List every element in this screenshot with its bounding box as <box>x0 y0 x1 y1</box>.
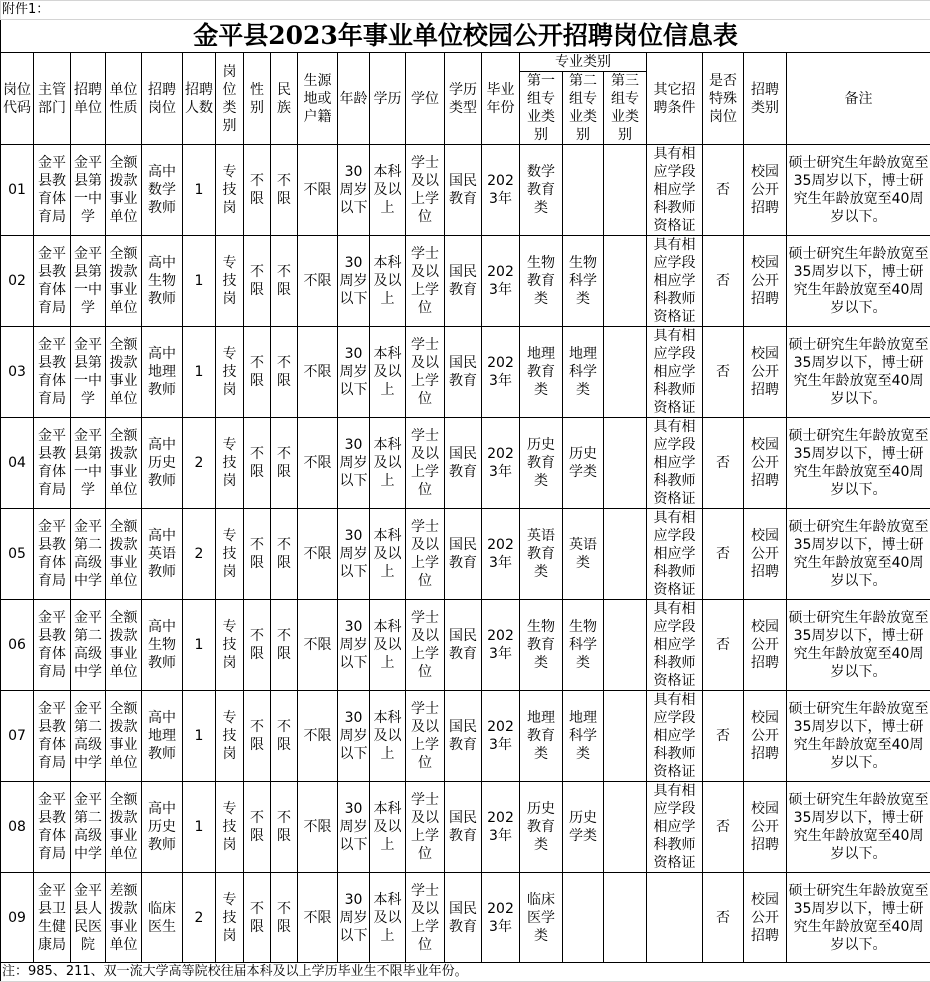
cell-dept: 金平县卫生健康局 <box>34 873 71 963</box>
cell-unit: 金平县第一中学 <box>71 418 106 509</box>
cell-education: 本科及以上 <box>370 236 406 327</box>
cell-special: 否 <box>703 782 744 873</box>
cell-major2: 历史学类 <box>563 782 604 873</box>
cell-major3 <box>604 418 647 509</box>
header-recruit-type: 招聘类别 <box>744 53 787 145</box>
cell-origin: 不限 <box>298 327 338 418</box>
cell-remark: 硕士研究生年龄放宽至35周岁以下，博士研究生年龄放宽至40周岁以下。 <box>787 236 930 327</box>
cell-origin: 不限 <box>298 236 338 327</box>
table-row <box>1 600 930 691</box>
cell-other: 具有相应学段相应学科教师资格证 <box>647 145 703 236</box>
cell-age: 30周岁以下 <box>338 782 370 873</box>
cell-special: 否 <box>703 327 744 418</box>
cell-code: 09 <box>1 873 34 963</box>
cell-major3 <box>604 691 647 782</box>
cell-major2: 英语类 <box>563 509 604 600</box>
cell-special: 否 <box>703 509 744 600</box>
cell-education: 本科及以上 <box>370 145 406 236</box>
cell-recruit-type: 校园公开招聘 <box>744 327 787 418</box>
cell-degree: 学士及以上学位 <box>406 873 445 963</box>
table-row <box>1 873 930 963</box>
cell-special: 否 <box>703 145 744 236</box>
cell-edu-type: 国民教育 <box>445 600 482 691</box>
cell-major2: 历史学类 <box>563 418 604 509</box>
cell-major3 <box>604 509 647 600</box>
cell-degree: 学士及以上学位 <box>406 600 445 691</box>
cell-major1: 地理教育类 <box>520 327 563 418</box>
cell-dept: 金平县教育体育局 <box>34 327 71 418</box>
cell-age: 30周岁以下 <box>338 145 370 236</box>
cell-major1: 地理教育类 <box>520 691 563 782</box>
cell-major3 <box>604 873 647 963</box>
cell-edu-type: 国民教育 <box>445 782 482 873</box>
cell-other: 具有相应学段相应学科教师资格证 <box>647 782 703 873</box>
cell-major3 <box>604 327 647 418</box>
cell-age: 30周岁以下 <box>338 327 370 418</box>
header-gender: 性别 <box>244 53 271 145</box>
cell-major2: 生物科学类 <box>563 236 604 327</box>
header-code: 岗位代码 <box>1 53 34 145</box>
cell-other: 具有相应学段相应学科教师资格证 <box>647 418 703 509</box>
cell-unit: 金平第二高级中学 <box>71 782 106 873</box>
cell-nature: 全额拨款事业单位 <box>106 691 142 782</box>
cell-gender: 不限 <box>244 327 271 418</box>
header-age: 年龄 <box>338 53 370 145</box>
header-origin: 生源地或户籍 <box>298 53 338 145</box>
cell-gender: 不限 <box>244 691 271 782</box>
cell-special: 否 <box>703 600 744 691</box>
cell-major1: 生物教育类 <box>520 236 563 327</box>
cell-ethnicity: 不限 <box>271 691 298 782</box>
cell-code: 02 <box>1 236 34 327</box>
header-count: 招聘人数 <box>183 53 216 145</box>
cell-nature: 全额拨款事业单位 <box>106 145 142 236</box>
cell-ethnicity: 不限 <box>271 873 298 963</box>
cell-ethnicity: 不限 <box>271 236 298 327</box>
header-ethnicity: 民族 <box>271 53 298 145</box>
cell-nature: 全额拨款事业单位 <box>106 327 142 418</box>
cell-position: 高中数学教师 <box>142 145 183 236</box>
header-degree: 学位 <box>406 53 445 145</box>
cell-dept: 金平县教育体育局 <box>34 782 71 873</box>
header-post-type: 岗位类别 <box>216 53 244 145</box>
cell-remark: 硕士研究生年龄放宽至35周岁以下，博士研究生年龄放宽至40周岁以下。 <box>787 782 930 873</box>
cell-major1: 英语教育类 <box>520 509 563 600</box>
cell-count: 1 <box>183 236 216 327</box>
attachment-label: 附件1： <box>1 1 930 20</box>
cell-position: 高中历史教师 <box>142 782 183 873</box>
cell-recruit-type: 校园公开招聘 <box>744 418 787 509</box>
cell-origin: 不限 <box>298 418 338 509</box>
cell-edu-type: 国民教育 <box>445 691 482 782</box>
cell-unit: 金平县第一中学 <box>71 145 106 236</box>
cell-recruit-type: 校园公开招聘 <box>744 600 787 691</box>
cell-dept: 金平县教育体育局 <box>34 509 71 600</box>
cell-degree: 学士及以上学位 <box>406 327 445 418</box>
header-unit: 招聘单位 <box>71 53 106 145</box>
cell-unit: 金平第二高级中学 <box>71 509 106 600</box>
cell-count: 1 <box>183 691 216 782</box>
cell-other: 具有相应学段相应学科教师资格证 <box>647 236 703 327</box>
cell-edu-type: 国民教育 <box>445 873 482 963</box>
cell-post-type: 专技岗 <box>216 145 244 236</box>
cell-education: 本科及以上 <box>370 873 406 963</box>
cell-position: 高中生物教师 <box>142 236 183 327</box>
cell-gender: 不限 <box>244 145 271 236</box>
cell-remark: 硕士研究生年龄放宽至35周岁以下，博士研究生年龄放宽至40周岁以下。 <box>787 691 930 782</box>
cell-special: 否 <box>703 691 744 782</box>
cell-grad-year: 2023年 <box>482 691 520 782</box>
cell-major3 <box>604 600 647 691</box>
cell-nature: 全额拨款事业单位 <box>106 509 142 600</box>
table-row <box>1 418 930 509</box>
cell-age: 30周岁以下 <box>338 418 370 509</box>
cell-major1: 临床医学类 <box>520 873 563 963</box>
header-special: 是否特殊岗位 <box>703 53 744 145</box>
cell-gender: 不限 <box>244 782 271 873</box>
cell-remark: 硕士研究生年龄放宽至35周岁以下，博士研究生年龄放宽至40周岁以下。 <box>787 509 930 600</box>
cell-degree: 学士及以上学位 <box>406 236 445 327</box>
cell-age: 30周岁以下 <box>338 509 370 600</box>
cell-code: 03 <box>1 327 34 418</box>
cell-count: 2 <box>183 873 216 963</box>
cell-major3 <box>604 782 647 873</box>
cell-position: 临床医生 <box>142 873 183 963</box>
cell-recruit-type: 校园公开招聘 <box>744 145 787 236</box>
cell-other: 具有相应学段相应学科教师资格证 <box>647 509 703 600</box>
cell-education: 本科及以上 <box>370 600 406 691</box>
header-major-group: 专业类别 <box>520 53 647 72</box>
cell-special: 否 <box>703 418 744 509</box>
header-education: 学历 <box>370 53 406 145</box>
header-nature: 单位性质 <box>106 53 142 145</box>
cell-ethnicity: 不限 <box>271 782 298 873</box>
header-edu-type: 学历类型 <box>445 53 482 145</box>
cell-recruit-type: 校园公开招聘 <box>744 509 787 600</box>
cell-remark: 硕士研究生年龄放宽至35周岁以下，博士研究生年龄放宽至40周岁以下。 <box>787 145 930 236</box>
table-row <box>1 145 930 236</box>
table-row <box>1 691 930 782</box>
cell-major3 <box>604 145 647 236</box>
cell-unit: 金平第二高级中学 <box>71 691 106 782</box>
cell-unit: 金平县第一中学 <box>71 236 106 327</box>
cell-unit: 金平第二高级中学 <box>71 600 106 691</box>
table-row <box>1 509 930 600</box>
cell-grad-year: 2023年 <box>482 236 520 327</box>
cell-major1: 生物教育类 <box>520 600 563 691</box>
cell-post-type: 专技岗 <box>216 782 244 873</box>
cell-grad-year: 2023年 <box>482 600 520 691</box>
cell-grad-year: 2023年 <box>482 782 520 873</box>
cell-major1: 历史教育类 <box>520 782 563 873</box>
cell-position: 高中生物教师 <box>142 600 183 691</box>
cell-special: 否 <box>703 236 744 327</box>
cell-nature: 全额拨款事业单位 <box>106 236 142 327</box>
header-major1: 第一组专业类别 <box>520 72 563 145</box>
cell-count: 2 <box>183 509 216 600</box>
cell-origin: 不限 <box>298 873 338 963</box>
header-other: 其它招聘条件 <box>647 53 703 145</box>
cell-count: 1 <box>183 327 216 418</box>
cell-education: 本科及以上 <box>370 327 406 418</box>
cell-edu-type: 国民教育 <box>445 145 482 236</box>
cell-gender: 不限 <box>244 873 271 963</box>
cell-gender: 不限 <box>244 236 271 327</box>
cell-unit: 金平县第一中学 <box>71 327 106 418</box>
cell-age: 30周岁以下 <box>338 600 370 691</box>
cell-post-type: 专技岗 <box>216 691 244 782</box>
table-row <box>1 782 930 873</box>
cell-nature: 全额拨款事业单位 <box>106 600 142 691</box>
cell-post-type: 专技岗 <box>216 873 244 963</box>
cell-dept: 金平县教育体育局 <box>34 418 71 509</box>
cell-degree: 学士及以上学位 <box>406 418 445 509</box>
cell-gender: 不限 <box>244 600 271 691</box>
cell-count: 1 <box>183 600 216 691</box>
cell-count: 2 <box>183 418 216 509</box>
header-dept: 主管部门 <box>34 53 71 145</box>
cell-grad-year: 2023年 <box>482 509 520 600</box>
cell-education: 本科及以上 <box>370 509 406 600</box>
cell-ethnicity: 不限 <box>271 509 298 600</box>
cell-post-type: 专技岗 <box>216 418 244 509</box>
cell-dept: 金平县教育体育局 <box>34 691 71 782</box>
cell-recruit-type: 校园公开招聘 <box>744 691 787 782</box>
cell-major2: 生物科学类 <box>563 600 604 691</box>
cell-ethnicity: 不限 <box>271 327 298 418</box>
cell-position: 高中历史教师 <box>142 418 183 509</box>
cell-count: 1 <box>183 782 216 873</box>
table-row <box>1 236 930 327</box>
cell-post-type: 专技岗 <box>216 600 244 691</box>
cell-dept: 金平县教育体育局 <box>34 145 71 236</box>
cell-unit: 金平县人民医院 <box>71 873 106 963</box>
cell-post-type: 专技岗 <box>216 509 244 600</box>
cell-nature: 差额拨款事业单位 <box>106 873 142 963</box>
cell-remark: 硕士研究生年龄放宽至35周岁以下，博士研究生年龄放宽至40周岁以下。 <box>787 873 930 963</box>
cell-education: 本科及以上 <box>370 418 406 509</box>
cell-other <box>647 873 703 963</box>
cell-code: 07 <box>1 691 34 782</box>
cell-grad-year: 2023年 <box>482 327 520 418</box>
cell-position: 高中英语教师 <box>142 509 183 600</box>
cell-degree: 学士及以上学位 <box>406 509 445 600</box>
cell-count: 1 <box>183 145 216 236</box>
cell-other: 具有相应学段相应学科教师资格证 <box>647 327 703 418</box>
cell-nature: 全额拨款事业单位 <box>106 782 142 873</box>
cell-grad-year: 2023年 <box>482 873 520 963</box>
cell-grad-year: 2023年 <box>482 145 520 236</box>
cell-age: 30周岁以下 <box>338 873 370 963</box>
cell-age: 30周岁以下 <box>338 691 370 782</box>
cell-position: 高中地理教师 <box>142 691 183 782</box>
cell-remark: 硕士研究生年龄放宽至35周岁以下，博士研究生年龄放宽至40周岁以下。 <box>787 600 930 691</box>
cell-post-type: 专技岗 <box>216 327 244 418</box>
cell-dept: 金平县教育体育局 <box>34 236 71 327</box>
cell-degree: 学士及以上学位 <box>406 691 445 782</box>
cell-post-type: 专技岗 <box>216 236 244 327</box>
cell-major2 <box>563 145 604 236</box>
cell-education: 本科及以上 <box>370 691 406 782</box>
cell-origin: 不限 <box>298 691 338 782</box>
header-position: 招聘岗位 <box>142 53 183 145</box>
cell-edu-type: 国民教育 <box>445 509 482 600</box>
cell-grad-year: 2023年 <box>482 418 520 509</box>
cell-dept: 金平县教育体育局 <box>34 600 71 691</box>
header-major3: 第三组专业类别 <box>604 72 647 145</box>
cell-gender: 不限 <box>244 509 271 600</box>
cell-other: 具有相应学段相应学科教师资格证 <box>647 600 703 691</box>
cell-education: 本科及以上 <box>370 782 406 873</box>
cell-major2 <box>563 873 604 963</box>
cell-ethnicity: 不限 <box>271 600 298 691</box>
cell-recruit-type: 校园公开招聘 <box>744 782 787 873</box>
cell-code: 04 <box>1 418 34 509</box>
cell-degree: 学士及以上学位 <box>406 145 445 236</box>
cell-edu-type: 国民教育 <box>445 418 482 509</box>
header-major2: 第二组专业类别 <box>563 72 604 145</box>
cell-origin: 不限 <box>298 782 338 873</box>
table-row <box>1 327 930 418</box>
cell-recruit-type: 校园公开招聘 <box>744 873 787 963</box>
cell-code: 06 <box>1 600 34 691</box>
cell-edu-type: 国民教育 <box>445 236 482 327</box>
cell-major3 <box>604 236 647 327</box>
cell-code: 08 <box>1 782 34 873</box>
cell-age: 30周岁以下 <box>338 236 370 327</box>
cell-remark: 硕士研究生年龄放宽至35周岁以下，博士研究生年龄放宽至40周岁以下。 <box>787 327 930 418</box>
cell-major2: 地理科学类 <box>563 327 604 418</box>
cell-origin: 不限 <box>298 145 338 236</box>
cell-special: 否 <box>703 873 744 963</box>
footnote: 注：985、211、双一流大学高等院校往届本科及以上学历毕业生不限毕业年份。 <box>1 963 930 982</box>
cell-nature: 全额拨款事业单位 <box>106 418 142 509</box>
cell-position: 高中地理教师 <box>142 327 183 418</box>
cell-ethnicity: 不限 <box>271 418 298 509</box>
cell-code: 05 <box>1 509 34 600</box>
cell-major1: 数学教育类 <box>520 145 563 236</box>
cell-recruit-type: 校园公开招聘 <box>744 236 787 327</box>
header-remark: 备注 <box>787 53 930 145</box>
cell-ethnicity: 不限 <box>271 145 298 236</box>
cell-major2: 地理科学类 <box>563 691 604 782</box>
cell-edu-type: 国民教育 <box>445 327 482 418</box>
cell-gender: 不限 <box>244 418 271 509</box>
cell-code: 01 <box>1 145 34 236</box>
cell-origin: 不限 <box>298 509 338 600</box>
cell-other: 具有相应学段相应学科教师资格证 <box>647 691 703 782</box>
cell-major1: 历史教育类 <box>520 418 563 509</box>
header-grad-year: 毕业年份 <box>482 53 520 145</box>
cell-remark: 硕士研究生年龄放宽至35周岁以下，博士研究生年龄放宽至40周岁以下。 <box>787 418 930 509</box>
cell-origin: 不限 <box>298 600 338 691</box>
cell-degree: 学士及以上学位 <box>406 782 445 873</box>
page-title: 金平县2023年事业单位校园公开招聘岗位信息表 <box>1 20 930 53</box>
